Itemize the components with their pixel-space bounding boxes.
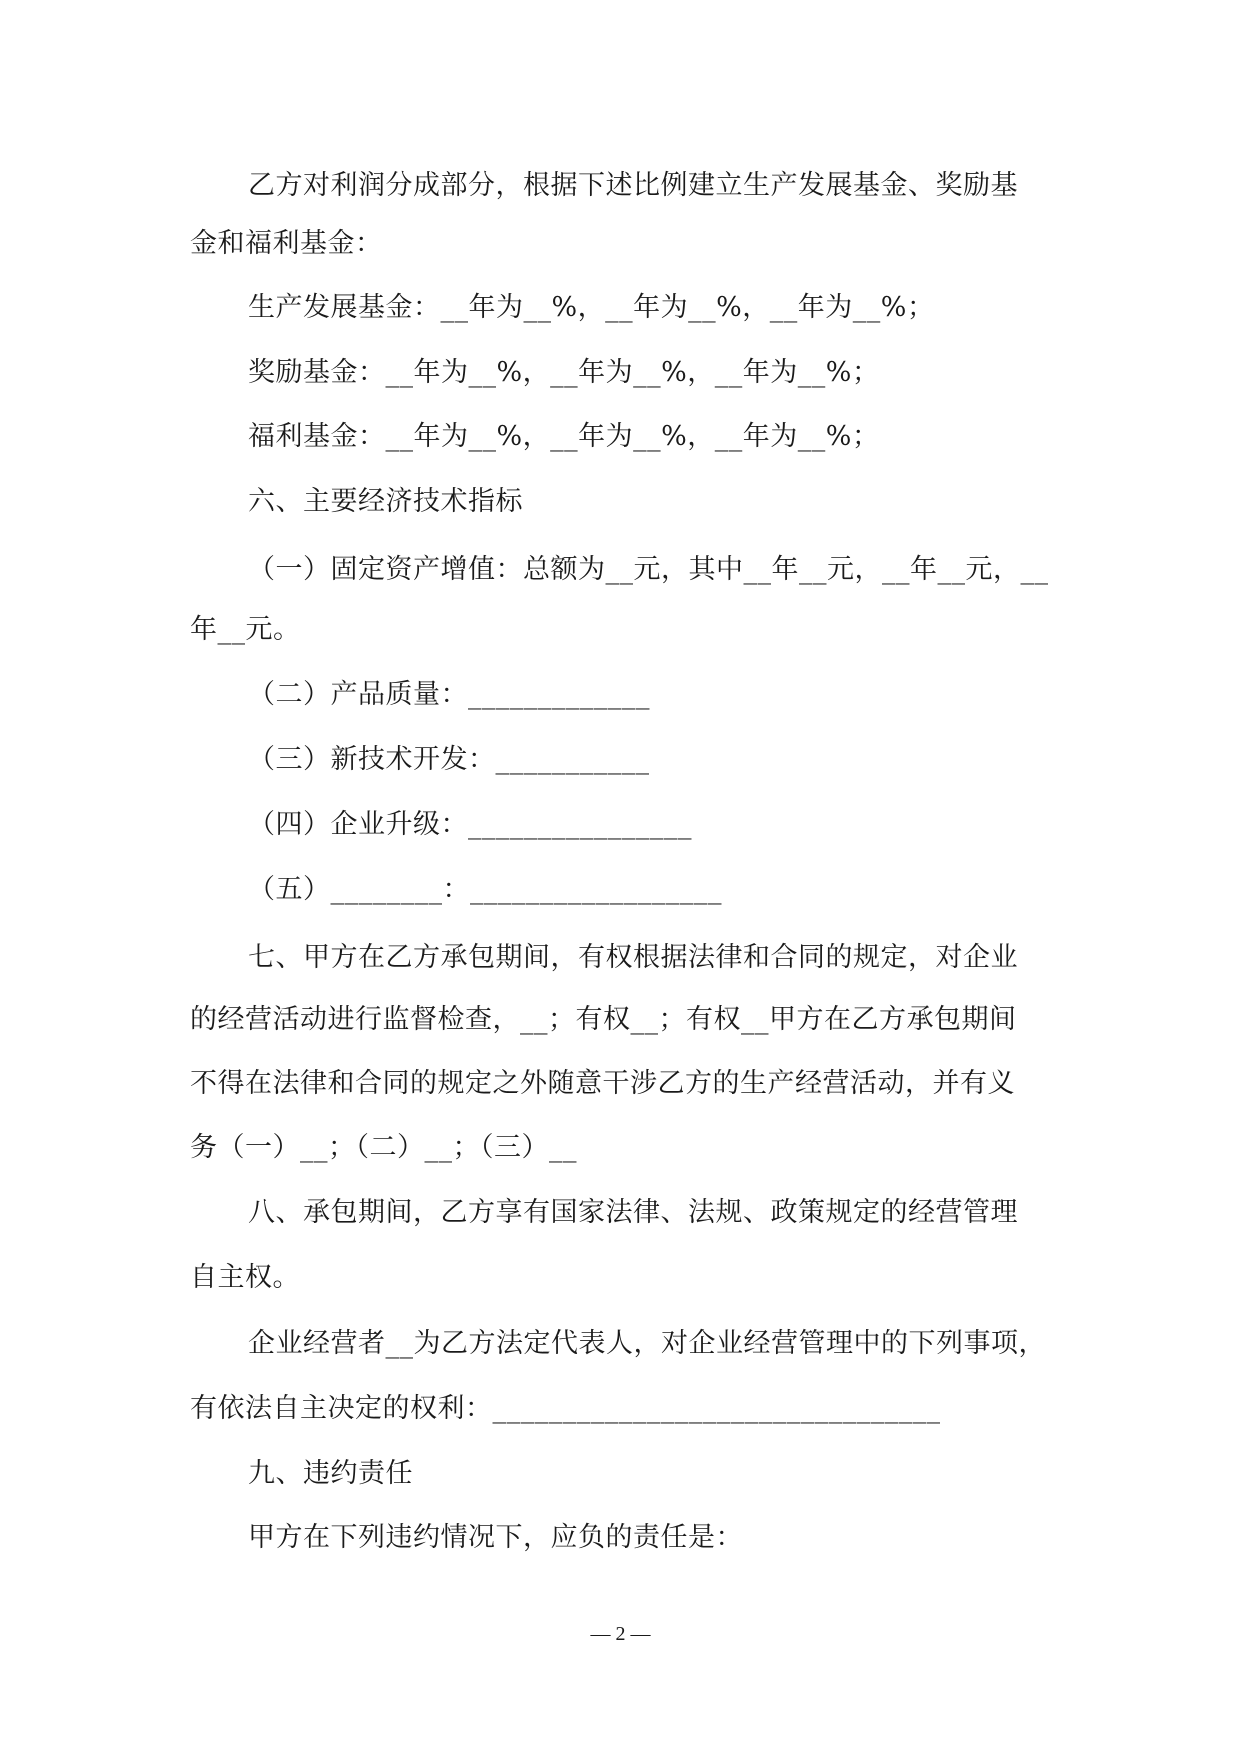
paragraph-line: 生产发展基金：__年为__%，__年为__%，__年为__%； — [248, 292, 935, 323]
paragraph-line: 甲方在下列违约情况下，应负的责任是： — [248, 1522, 743, 1553]
paragraph-line: 有依法自主决定的权利：________________________________ — [190, 1393, 941, 1424]
paragraph-line: 不得在法律和合同的规定之外随意干涉乙方的生产经营活动，并有义 — [190, 1068, 1015, 1099]
paragraph-line: 福利基金：__年为__%，__年为__%，__年为__%； — [248, 421, 880, 452]
paragraph-line: （四）企业升级：________________ — [248, 809, 692, 840]
paragraph-line: （五）________：__________________ — [248, 874, 722, 905]
paragraph-line: 的经营活动进行监督检查，__；有权__；有权__甲方在乙方承包期间 — [190, 1004, 1017, 1035]
paragraph-line: 七、甲方在乙方承包期间，有权根据法律和合同的规定，对企业 — [248, 942, 1018, 973]
paragraph-line: 乙方对利润分成部分，根据下述比例建立生产发展基金、奖励基 — [248, 170, 1018, 201]
paragraph-line: （一）固定资产增值：总额为__元，其中__年__元，__年__元，__ — [248, 554, 1049, 585]
paragraph-line: （三）新技术开发：___________ — [248, 744, 650, 775]
paragraph-line: 金和福利基金： — [190, 228, 383, 259]
section-heading: 六、主要经济技术指标 — [248, 486, 523, 517]
page-number: — 2 — — [590, 1623, 651, 1645]
paragraph-line: 奖励基金：__年为__%，__年为__%，__年为__%； — [248, 357, 880, 388]
paragraph-line: 企业经营者__为乙方法定代表人，对企业经营管理中的下列事项， — [248, 1328, 1046, 1359]
section-heading: 九、违约责任 — [248, 1458, 413, 1489]
paragraph-line: 八、承包期间，乙方享有国家法律、法规、政策规定的经营管理 — [248, 1197, 1018, 1228]
paragraph-line: 年__元。 — [190, 614, 301, 645]
paragraph-line: （二）产品质量：_____________ — [248, 679, 650, 710]
paragraph-line: 自主权。 — [190, 1262, 300, 1293]
paragraph-line: 务（一）__；（二）__；（三）__ — [190, 1132, 577, 1163]
